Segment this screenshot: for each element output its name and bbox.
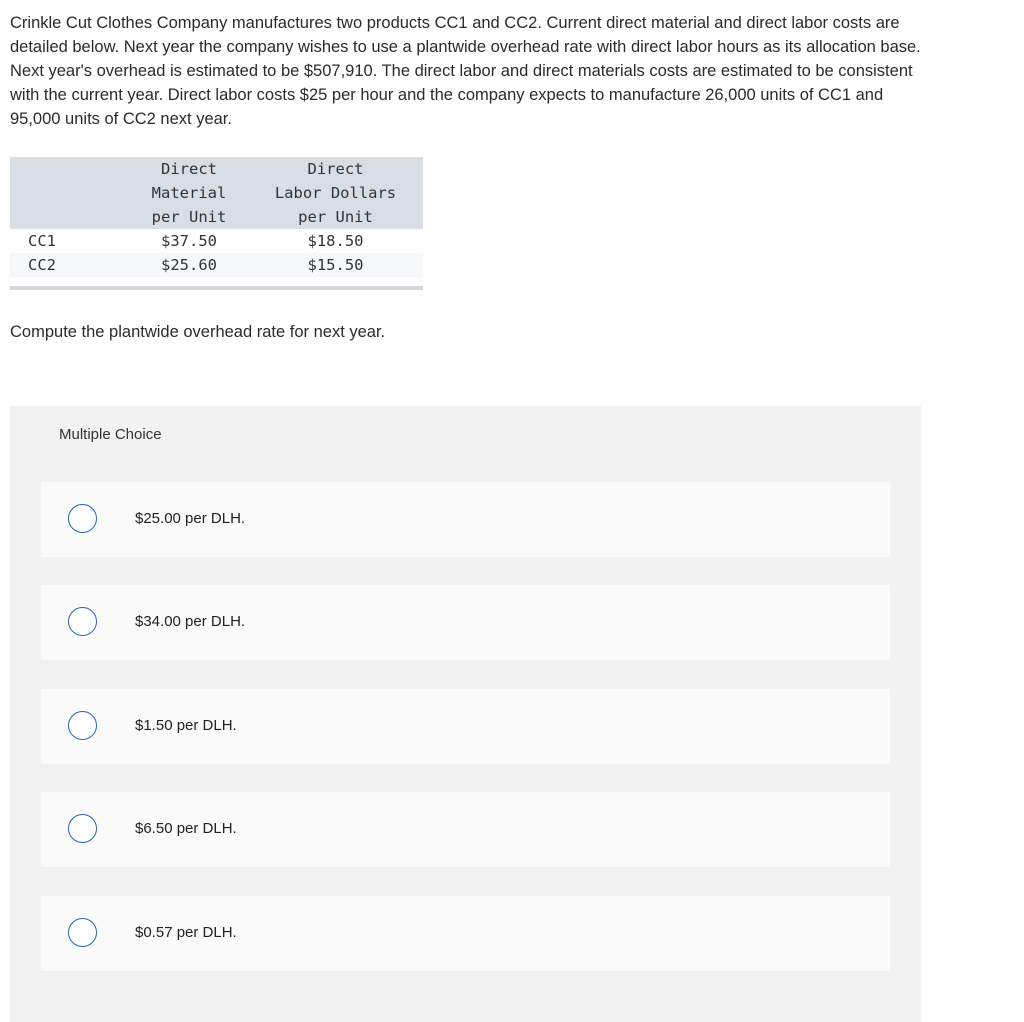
choice-label: $34.00 per DLH. [135, 613, 246, 630]
choice-option-1[interactable] [41, 482, 890, 557]
header-direct-material [130, 157, 248, 229]
choice-option-3[interactable] [41, 689, 890, 764]
choice-label: $0.57 per DLH. [135, 924, 237, 941]
product-name: CC1 [28, 232, 56, 250]
radio-button-icon[interactable] [68, 814, 97, 843]
radio-button-icon[interactable] [68, 504, 97, 533]
question-prompt: Compute the plantwide overhead rate for next year. [10, 323, 386, 341]
material-cost: $37.50 [161, 232, 217, 250]
table-row [10, 229, 423, 253]
labor-cost: $15.50 [248, 253, 423, 277]
choice-label: $25.00 per DLH. [135, 510, 246, 527]
question-text: Crinkle Cut Clothes Company manufactures two products CC1 and CC2. Current direct material and direct labor costs are detailed below. Next year the company wishes to use a plantwide overhead rate with direct labor hours as its allocation base. Next year's overhead is estimated to be $507,910. The direct labor and direct materials costs are estimated to be consistent with the current year. Direct labor costs $25 per hour and the company expects to manufacture 26,000 units of CC1 and 95,000 units of CC2 next year. [10, 14, 921, 128]
header-line: per Unit [298, 208, 373, 226]
material-cost: $25.60 [130, 253, 248, 277]
header-line: Labor Dollars [274, 184, 397, 202]
choice-option-4[interactable] [41, 792, 890, 867]
product-name: CC2 [10, 253, 130, 277]
header-direct-labor [248, 157, 423, 229]
header-line: Material [151, 184, 227, 202]
header-line: Direct [307, 160, 364, 178]
header-line: per Unit [151, 208, 227, 226]
radio-button-icon[interactable] [68, 918, 97, 947]
choice-option-2[interactable] [41, 585, 890, 660]
table-row [10, 253, 423, 277]
header-line: Direct [161, 160, 217, 178]
radio-button-icon[interactable] [68, 711, 97, 740]
choice-label: $6.50 per DLH. [135, 820, 237, 837]
multiple-choice-header: Multiple Choice [59, 426, 162, 443]
choice-label: $1.50 per DLH. [135, 717, 237, 734]
table-bottom-rule [10, 286, 423, 290]
cost-table [10, 157, 423, 277]
radio-button-icon[interactable] [68, 607, 97, 636]
multiple-choice-panel [10, 406, 921, 1022]
table-header-row [10, 157, 423, 229]
choice-option-5[interactable] [41, 896, 890, 971]
header-blank [10, 157, 130, 229]
labor-cost: $18.50 [307, 232, 364, 250]
